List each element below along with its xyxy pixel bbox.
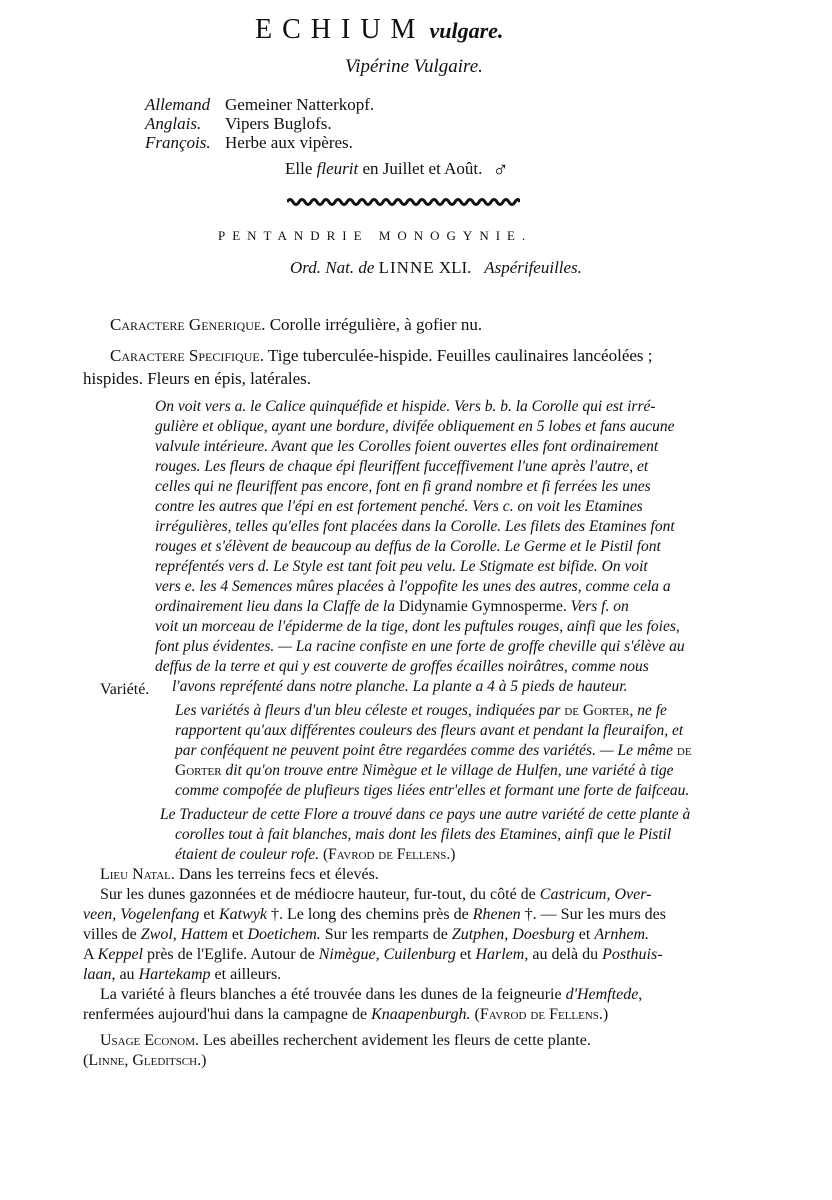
- translator-note-line: [175, 846, 455, 864]
- description-line: On voit vers a. le Calice quinquéfide et hispide. Vers b. b. la Corolle qui est irré-: [155, 398, 656, 415]
- habitat-line: [83, 966, 281, 984]
- vernacular-name: Gemeiner Natterkopf.: [225, 95, 375, 114]
- habitat-text: A: [83, 946, 98, 963]
- description-line: contre les autres que l'épi en est fortement penché. Vers c. on voit les Etamines: [155, 498, 643, 515]
- language-label: Allemand: [145, 95, 211, 114]
- species-name: vulgare.: [429, 18, 504, 43]
- description-line: rouges. Les fleurs de chaque épi fleuriffent fucceffivement l'une après l'autre, et: [155, 458, 649, 475]
- description-line: vers e. les 4 Semences mûres placées à l'oppofite les unes des autres, comme cela a: [155, 578, 671, 595]
- description-line: rouges et s'élèvent de beaucoup au deffus de la Corolle. Le Germe et le Pistil font: [155, 538, 661, 555]
- author-name: LINNE: [378, 258, 435, 277]
- section-label: Usage Econom.: [100, 1032, 200, 1049]
- vernacular-names: [145, 95, 374, 152]
- place-name: Doetichem.: [247, 926, 321, 943]
- vernacular-name: Herbe aux vipères.: [225, 133, 353, 152]
- habitat-line: [83, 946, 663, 964]
- mars-icon: ♂: [492, 157, 509, 182]
- order-name: Aspérifeuilles.: [484, 258, 582, 277]
- variety-text: , ne fe: [629, 702, 667, 719]
- variety-text: étaient de couleur rofe.: [175, 846, 320, 863]
- order-de: de: [354, 258, 379, 277]
- place-name: Hartekamp: [138, 966, 211, 983]
- section-label: Lieu Natal.: [100, 866, 175, 883]
- description-text: Vers f. on: [566, 598, 629, 615]
- section-text: Corolle irrégulière, à gofier nu.: [265, 315, 483, 334]
- place-name: Harlem,: [475, 946, 529, 963]
- habitat-text: près de l'Eglife. Autour de: [143, 946, 319, 963]
- place-name: Posthuis-: [602, 946, 663, 963]
- flowering-verb: fleurit: [316, 159, 359, 178]
- habitat-text: †. — Sur les murs des: [520, 906, 666, 923]
- place-name: Rhenen: [472, 906, 521, 923]
- place-name: d'Hemftede: [565, 986, 639, 1003]
- place-name: Zwol, Hattem: [140, 926, 228, 943]
- author-name: Gorter: [175, 762, 222, 779]
- description-line: voit un morceau de l'épiderme de la tige, dont les puftules rouges, ainfi que les foies,: [155, 618, 680, 635]
- habitat-line: [100, 886, 651, 904]
- variety-line: [175, 742, 692, 760]
- description-text: ordinairement lieu dans la Claffe de la: [155, 598, 399, 615]
- place-name: veen, Vogelenfang: [83, 906, 200, 923]
- habitat-line: [100, 986, 642, 1004]
- place-name: Arnhem.: [594, 926, 649, 943]
- habitat-text: et ailleurs.: [210, 966, 282, 983]
- place-name: Castricum, Over-: [539, 886, 652, 903]
- place-name: Katwyk: [218, 906, 267, 923]
- french-name: Vipérine Vulgaire.: [345, 56, 483, 77]
- translator-note-line: Le Traducteur de cette Flore a trouvé dans ce pays une autre variété de cette plante à: [160, 806, 691, 823]
- name-row-english: [145, 114, 374, 133]
- description-line: celles qui ne fleuriffent pas encore, font en fi grand nombre et fi ferrées les unes: [155, 478, 651, 495]
- habitat-text: villes de: [83, 926, 141, 943]
- description-line: gulière et oblique, ayant une bordure, divifée obliquement en 5 lobes et fans aucune: [155, 418, 675, 435]
- habitat-line: [100, 866, 379, 884]
- section-text: Tige tuberculée-hispide. Feuilles caulinaires lancéolées ;: [263, 346, 653, 365]
- author-name: (Favrod de Fellens.): [319, 846, 456, 863]
- translator-note-line: corolles tout à fait blanches, mais dont les filets des Etamines, ainfi que le Pistil: [175, 826, 672, 843]
- wavy-ornament-divider: [287, 196, 520, 208]
- place-name: Zutphen, Doesburg: [451, 926, 575, 943]
- language-label: Anglais.: [145, 114, 202, 133]
- specific-character-cont: hispides. Fleurs en épis, latérales.: [83, 369, 312, 388]
- habitat-text: et: [455, 946, 476, 963]
- description-line: repréfentés vers d. Le Style est tant foit peu velu. Le Stigmate est bifide. On voit: [155, 558, 648, 575]
- habitat-text: et: [227, 926, 248, 943]
- habitat-line: [83, 906, 666, 924]
- description-line: font plus évidentes. — La racine confiste en une forte de groffe cheville qui s'élève au: [155, 638, 685, 655]
- economic-use-line: [100, 1032, 591, 1050]
- flowering-period: [285, 157, 509, 183]
- variety-line: [175, 702, 667, 720]
- specific-character: [110, 346, 653, 366]
- order-label: Ord. Nat.: [290, 258, 355, 277]
- author-name: de Gorter: [564, 702, 630, 719]
- variety-text: dit qu'on trouve entre Nimègue et le village de Hulfen, une variété à tige: [221, 762, 674, 779]
- description-line: valvule intérieure. Avant que les Corolles foient ouvertes elles font ordinairement: [155, 438, 659, 455]
- natural-order: [290, 258, 582, 278]
- author-name: (Favrod de Fellens.): [470, 1006, 609, 1023]
- description-line: deffus de la terre et qui y est couverte de groffes écailles noirâtres, comme nous: [155, 658, 649, 675]
- habitat-text: , au: [111, 966, 139, 983]
- habitat-text: renfermées aujourd'hui dans la campagne de: [83, 1006, 372, 1023]
- habitat-line: [83, 1006, 608, 1024]
- habitat-text: La variété à fleurs blanches a été trouvée dans les dunes de la feigneurie: [100, 986, 566, 1003]
- place-name: Keppel: [97, 946, 143, 963]
- flowering-months: en Juillet et Août.: [358, 159, 483, 178]
- references: (Linne, Gleditsch.): [83, 1052, 207, 1069]
- generic-character: [110, 315, 482, 335]
- variety-text: Les variétés à fleurs d'un bleu céleste et rouges, indiquées par: [175, 702, 565, 719]
- habitat-text: et: [199, 906, 219, 923]
- habitat-text: au delà du: [528, 946, 603, 963]
- description-line: l'avons repréfenté dans notre planche. La plante a 4 à 5 pieds de hauteur.: [172, 678, 628, 695]
- variety-line: comme compofée de plufieurs tiges liées entr'elles et formant une forte de faifceau.: [175, 782, 690, 799]
- variety-label: Variété.: [100, 681, 150, 698]
- habitat-line: [83, 926, 649, 944]
- habitat-text: Sur les dunes gazonnées et de médiocre hauteur, fur-tout, du côté de: [100, 886, 540, 903]
- flowering-text: Elle: [285, 159, 317, 178]
- habitat-text: et: [574, 926, 595, 943]
- section-text: Les abeilles recherchent avidement les fleurs de cette plante.: [199, 1032, 591, 1049]
- place-name: laan: [83, 966, 112, 983]
- name-row-french: [145, 133, 374, 152]
- variety-text: par conféquent ne peuvent point être regardées comme des variétés. — Le même: [175, 742, 677, 759]
- linnaean-class-ref: Didynamie Gymnosperme.: [398, 598, 567, 615]
- vernacular-name: Vipers Buglofs.: [225, 114, 332, 133]
- habitat-text: †. Le long des chemins près de: [266, 906, 473, 923]
- place-name: Knaapenburgh.: [371, 1006, 471, 1023]
- section-text: Dans les terreins fecs et élevés.: [174, 866, 379, 883]
- description-line: [155, 598, 629, 616]
- section-label: Caractere Generique.: [110, 315, 266, 334]
- habitat-text: Sur les remparts de: [320, 926, 452, 943]
- variety-line: [175, 762, 674, 780]
- language-label: François.: [145, 133, 211, 152]
- section-label: Caractere Specifique.: [110, 346, 264, 365]
- description-line: irrégulières, telles qu'elles font placées dans la Corolle. Les filets des Etamines font: [155, 518, 675, 535]
- genus-name: ECHIUM: [255, 14, 426, 45]
- variety-line: rapportent qu'aux différentes couleurs des fleurs avant et pendant la fleuraifon, et: [175, 722, 684, 739]
- habitat-text: ,: [638, 986, 643, 1003]
- linnaean-class: PENTANDRIE MONOGYNIE.: [218, 228, 533, 243]
- order-number: XLI.: [434, 258, 472, 277]
- name-row-german: [145, 95, 374, 114]
- page-title: [255, 14, 503, 46]
- author-name: de: [676, 742, 692, 759]
- place-name: Nimègue, Cuilenburg: [318, 946, 456, 963]
